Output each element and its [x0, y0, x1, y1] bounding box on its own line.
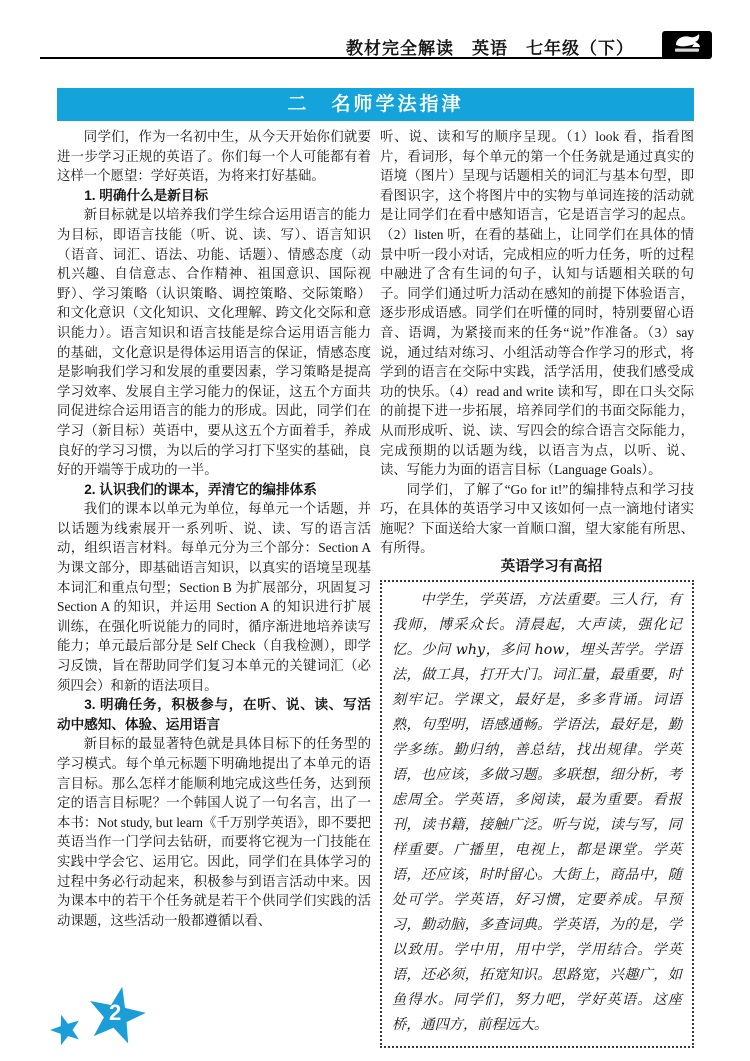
paragraph: 我们的课本以单元为单位，每单元一个话题，并以话题为线索展开一系列听、说、读、写的语言活动，组织语言材料。每单元分为三个部分：Section A 为课文部分，即基础语言知识，以真实的语境呈现基本词汇和重点句型；Section B 为扩展部分，巩固复习 Section A 的知识，并运用 Section A 的知识进行扩展训练，在强化听说能力的同时，循序渐进地培养读写能力；单元最后部分是 Self Check（自我检测），即学习反馈，旨在帮助同学们复习本单元的关键词汇（必须四会）和新的语法项目。: [57, 501, 371, 693]
paragraph: 新目标的最显著特色就是具体目标下的任务型的学习模式。每个单元标题下明确地提出了本单元的语言目标。那么怎样才能顺利地完成这些任务，达到预定的语言目标呢？一个韩国人说了一句名言，出了一本书：Not study, but learn《千万别学英语》，即不要把英语当作一门学问去钻研，而要将它视为一门技能在实践中学会它、运用它。因此，同学们在具体学习的过程中务必行动起来，积极参与到语言活动中来。因为课本中的若干个任务就是若干个供同学们实践的活动课题，这些活动一般都遵循以看、: [57, 736, 371, 928]
paragraph: 同学们，了解了“Go for it!”的编排特点和学习技巧，在具体的英语学习中又该如何一点一滴地付诸实施呢？下面送给大家一首顺口溜，望大家能有所思、有所得。: [380, 481, 694, 556]
small-star-icon: [47, 1010, 85, 1047]
rhyme-box: [380, 580, 694, 1048]
paragraph: 新目标就是以培养我们学生综合运用语言的能力为目标，即语言技能（听、说、读、写）、语言知识（语音、词汇、语法、功能、话题）、情感态度（动机兴趣、自信意志、合作精神、祖国意识、国际视野）、学习策略（认识策略、调控策略、交际策略）和文化意识（文化知识、文化理解、跨文化交际和意识能力）。语言知识和语言技能是综合运用语言能力的基础，文化意识是得体运用语言的保证，情感态度是影响我们学习和发展的重要因素，学习策略是提高学习效率、发展自主学习能力的保证，这五个方面共同促进综合运用语言的能力的形成。因此，同学们在学习（新目标）英语中，要从这五个方面着手，养成良好的学习习惯，为以后的学习打下坚实的基础，良好的开端等于成功的一半。: [57, 207, 371, 478]
book-title: 教材完全解读 英语 七年级（下）: [346, 39, 634, 58]
rhyme-text: 中学生，学英语，方法重要。三人行，有我师，博采众长。清晨起，大声读，强化记忆。少问 why，多问 how，埋头苦学。学语法，做工具，打开大门。词汇量，最重要，时刻牢记。学课文，最好是，多多背诵。词语熟，句型明，语感通畅。学语法，最好是，勤学多练。勤归纳，善总结，找出规律。学英语，也应该，多做习题。多联想，细分析，考虑周全。学英语，多阅读，最为重要。看报刊，读书籍，接触广泛。听与说，读与写，同样重要。广播里，电视上，都是课堂。学英语，还应该，时时留心。大街上，商品中，随处可学。学英语，好习惯，定要养成。早预习，勤动脑，多查词典。学英语，为的是，学以致用。学中用，用中学，学用结合。学英语，还必须，拓宽知识。思路宽，兴趣广，如鱼得水。同学们，努力吧，学好英语。这座桥，通四方，前程远大。: [392, 591, 682, 1033]
squirrel-logo-icon: [670, 32, 704, 59]
numbered-heading-2: 2. 认识我们的课本，弄清它的编排体系: [84, 481, 317, 497]
publisher-logo: [662, 31, 712, 59]
page-header: [40, 30, 712, 60]
page-number-star-icon: [83, 984, 150, 1046]
paragraph: 听、说、读和写的顺序呈现。（1）look 看，指看图片，看词形，每个单元的第一个任务就是通过真实的语境（图片）呈现与话题相关的词汇与基本句型，即看图识字，这个将图片中的实物与单词连接的活动就是让同学们在看中感知语言，它是语言学习的起点。（2）listen 听，在看的基础上，让同学们在具体的情景中听一段小对话，完成相应的听力任务，听的过程中融进了含有生词的句子，认知与话题相关联的句子。同学们通过听力活动在感知的前提下体验语言，逐步形成语感。同学们在听懂的同时，特别要留心语音、语调，为紧接而来的任务“说”作准备。（3）say 说，通过结对练习、小组活动等合作学习的形式，将学到的语言在交际中实践，活学活用，使我们感受成功的快乐。（4）read and write 读和写，即在口头交际的前提下进一步拓展，培养同学们的书面交际能力，从而形成听、说、读、写四会的综合语言交际能力，完成预期的以话题为线，以语言为点，以听、说、读、写能力为面的语言目标（Language Goals）。: [380, 129, 694, 478]
page-footer: [24, 984, 164, 1056]
numbered-heading-1: 1. 明确什么是新目标: [84, 187, 209, 203]
section-banner: [57, 88, 694, 121]
left-column: [57, 127, 371, 1048]
right-column: [380, 127, 694, 1048]
numbered-heading-3: 3. 明确任务，积极参与，在听、说、读、写活动中感知、体验、运用语言: [57, 697, 371, 732]
page-number: 2: [109, 1000, 122, 1025]
paragraph: 同学们，作为一名初中生，从今天开始你们就要进一步学习正规的英语了。你们每一个人可能都有着这样一个愿望：学好英语，为将来打好基础。: [57, 129, 371, 184]
header-divider: [40, 57, 666, 59]
section-banner-title: 二 名师学法指津: [287, 94, 464, 115]
article-body: [57, 127, 694, 1048]
rhyme-box-title: 英语学习有高招: [500, 559, 603, 576]
